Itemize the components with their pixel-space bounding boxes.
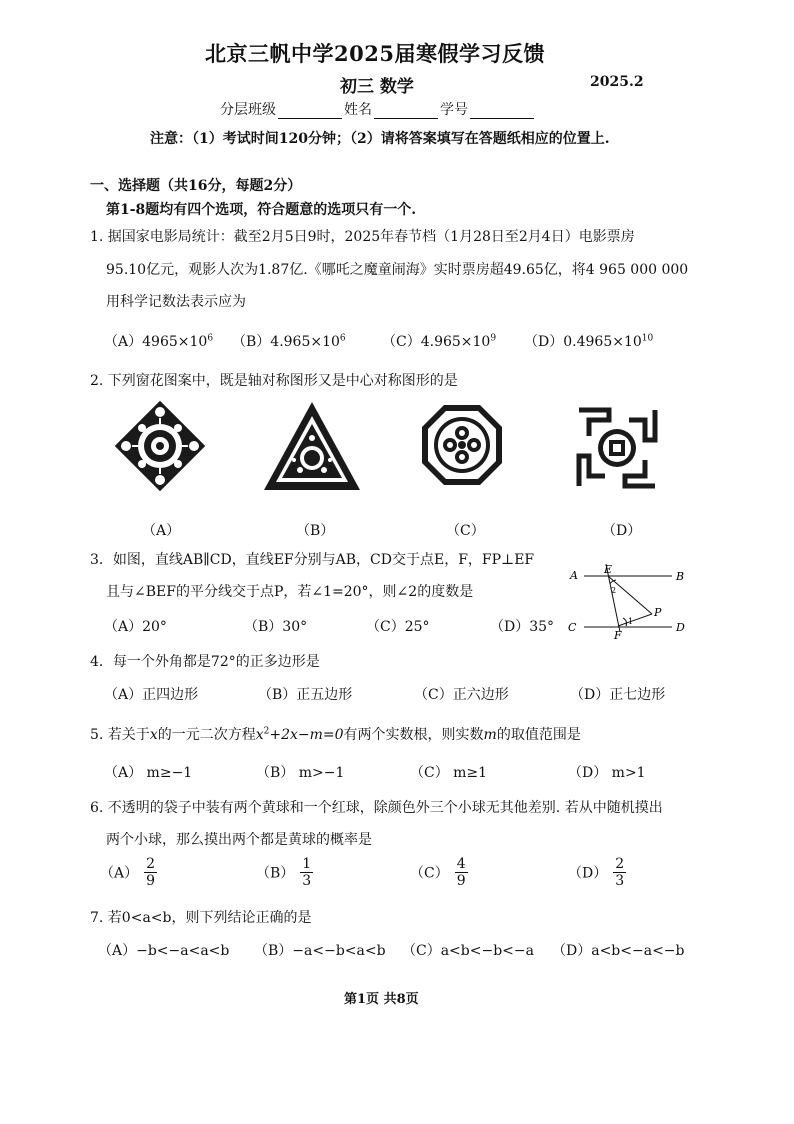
q1-option-c[interactable]: $(C)4.965\times 10^9$ xyxy=(382,333,497,350)
q1-option-a[interactable]: $(A)4965\times 10^6$ xyxy=(104,333,214,350)
q7-text: 7. 若0<a<b，则下列结论正确的是 xyxy=(90,910,312,926)
subject-label: 初三 数学 xyxy=(340,77,414,97)
q1-line1: 1. 据国家电影局统计：截至2月5日9时，2025年春节档（1月28日至2月4日）电影票房 xyxy=(90,229,635,245)
q7-option-d[interactable]: （D）a<b<−a<−b xyxy=(552,943,685,959)
class-label: 分层班级 xyxy=(220,102,276,118)
section-heading: 一、选择题（共16分，每题2分） xyxy=(90,178,302,194)
q3-line1: 3．如图，直线AB∥CD，直线EF分别与AB，CD交于点E，F，FP⊥EF xyxy=(90,552,535,568)
q4-option-b[interactable]: （B）正五边形 xyxy=(258,687,353,703)
q3-option-b[interactable]: （B）30° xyxy=(244,619,308,635)
section-intro: 第1-8题均有四个选项，符合题意的选项只有一个. xyxy=(106,202,417,218)
fig-label-b: B xyxy=(676,570,685,583)
q4-option-c[interactable]: （C）正六边形 xyxy=(414,687,509,703)
fig-angle-2: 2 xyxy=(611,586,617,595)
q3-option-a[interactable]: （A）20° xyxy=(104,619,167,635)
q4-option-d[interactable]: （D）正七边形 xyxy=(570,687,666,703)
page-footer: 第1页 共8页 xyxy=(344,992,419,1007)
class-blank[interactable] xyxy=(278,104,342,119)
q5-option-a[interactable]: （A） m≥−1 xyxy=(104,765,193,781)
page-title: 北京三帆中学2025届寒假学习反馈 xyxy=(205,41,545,66)
q1-option-b[interactable]: $(B)4.965\times 10^6$ xyxy=(232,333,346,350)
fig-label-c: C xyxy=(568,621,577,634)
q5-option-d[interactable]: （D） m>1 xyxy=(568,765,646,781)
q5-option-b[interactable]: （B） m>−1 xyxy=(256,765,345,781)
q2-label-a[interactable]: （A） xyxy=(142,523,181,539)
window-pattern-b-image xyxy=(262,400,362,492)
fig-label-d: D xyxy=(676,621,685,634)
q1-line3: 用科学记数法表示应为 xyxy=(106,294,246,310)
q7-option-b[interactable]: （B）−a<−b<a<b xyxy=(254,943,386,959)
q3-line2: 且与∠BEF的平分线交于点P，若∠1=20°，则∠2的度数是 xyxy=(106,584,474,600)
fig-label-e: E xyxy=(604,563,613,576)
window-pattern-c-image xyxy=(420,403,504,487)
window-pattern-d-image xyxy=(575,406,659,490)
q6-option-d[interactable]: （D） $\frac{2}{3}$ xyxy=(568,856,625,889)
fig-label-f: F xyxy=(614,629,622,640)
window-pattern-a-image xyxy=(112,398,208,494)
q3-geometry-figure xyxy=(566,560,690,640)
q2-label-b[interactable]: （B） xyxy=(296,523,335,539)
q1-line2: 95.10亿元，观影人次为1.87亿.《哪吒之魔童闹海》实时票房超49.65亿，将4 965 000 000 xyxy=(106,262,689,278)
q2-text: 2. 下列窗花图案中，既是轴对称图形又是中心对称图形的是 xyxy=(90,373,458,389)
exam-date: 2025.2 xyxy=(590,74,644,90)
q7-option-c[interactable]: （C）a<b<−b<−a xyxy=(402,943,534,959)
fig-angle-1: 1 xyxy=(628,617,634,626)
id-label: 学号 xyxy=(440,102,468,118)
name-label: 姓名 xyxy=(344,102,372,118)
fig-label-a: A xyxy=(570,569,578,582)
q4-text: 4．每一个外角都是72°的正多边形是 xyxy=(90,654,320,670)
q4-option-a[interactable]: （A）正四边形 xyxy=(104,687,199,703)
q6-option-b[interactable]: （B） $\frac{1}{3}$ xyxy=(256,856,312,889)
q6-option-c[interactable]: （C） $\frac{4}{9}$ xyxy=(410,856,466,889)
q6-line2: 两个小球，那么摸出两个都是黄球的概率是 xyxy=(106,832,372,848)
exam-notice: 注意：（1）考试时间120分钟；（2）请将答案填写在答题纸相应的位置上. xyxy=(150,131,610,147)
student-info-row xyxy=(220,99,536,119)
q2-label-d[interactable]: （D） xyxy=(602,523,642,539)
q1-option-d[interactable]: $(D)0.4965\times 10^{10}$ xyxy=(524,333,654,350)
q6-option-a[interactable]: （A） $\frac{2}{9}$ xyxy=(100,856,156,889)
name-blank[interactable] xyxy=(374,104,438,119)
q3-option-c[interactable]: （C）25° xyxy=(366,619,430,635)
fig-label-p: P xyxy=(654,606,662,619)
q5-text: 5. 若关于x的一元二次方程$x^2+2x-m=0$有两个实数根，则实数m的取值范围是 xyxy=(90,726,581,743)
q3-option-d[interactable]: （D）35° xyxy=(490,619,555,635)
q2-label-c[interactable]: （C） xyxy=(446,523,485,539)
q7-option-a[interactable]: （A）−b<−a<a<b xyxy=(98,943,230,959)
id-blank[interactable] xyxy=(470,104,534,119)
q5-option-c[interactable]: （C） m≥1 xyxy=(410,765,488,781)
q6-line1: 6. 不透明的袋子中装有两个黄球和一个红球，除颜色外三个小球无其他差别. 若从中随机摸出 xyxy=(90,800,663,816)
